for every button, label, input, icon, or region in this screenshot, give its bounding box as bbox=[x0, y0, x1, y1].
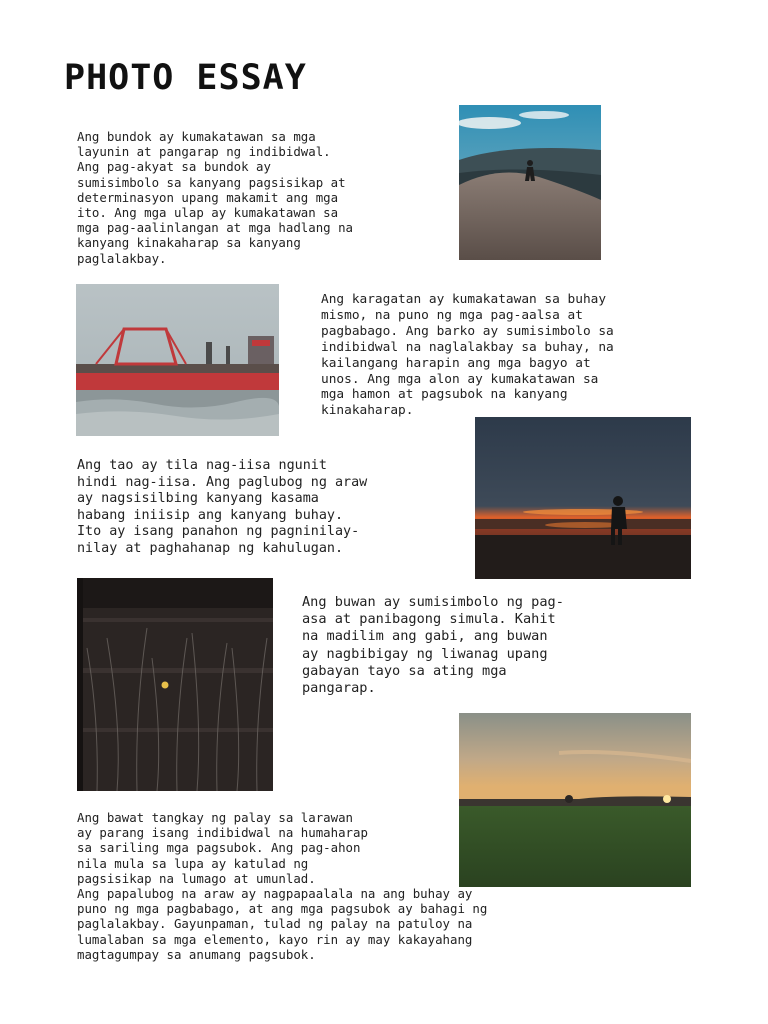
mountain-hiker-photo bbox=[459, 105, 601, 260]
sunset-paragraph: Ang tao ay tila nag-iisa ngunit hindi nag-iisa. Ang paglubog ng araw ay nagsisilbing kanyang kasama habang iniisip ang kanyang buhay. Ito ay isang panahon ng pagninilay- nilay at paghahanap ng kahulugan. bbox=[77, 458, 368, 556]
rice-field-sunset-photo bbox=[459, 713, 691, 887]
ocean-paragraph: Ang karagatan ay kumakatawan sa buhay mismo, na puno ng mga pag-aalsa at pagbabago. Ang barko ay sumisimbolo sa indibidwal na naglalakbay sa buhay, na kailangang harapin ang mga bagyo at unos. Ang mga alon ay kumakatawan sa mga hamon at pagsubok na kanyang kinakaharap. bbox=[321, 292, 614, 419]
mountain-paragraph: Ang bundok ay kumakatawan sa mga layunin at pangarap ng indibidwal. Ang pag-akyat sa bundok ay sumisimbolo sa kanyang pagsisikap at determinasyon upang makamit ang mga ito. Ang mga ulap ay kumakatawan sa mga pag-aalinlangan at mga hadlang na kanyang kinakaharap sa kanyang paglalakbay. bbox=[77, 129, 354, 266]
moon-paragraph: Ang buwan ay sumisimbolo ng pag- asa at panibagong simula. Kahit na madilim ang gabi, ang buwan ay nagbibigay ng liwanag upang gabayan tayo sa ating mga pangarap. bbox=[302, 594, 564, 697]
moon-night-photo bbox=[77, 578, 273, 791]
ricefield-paragraph: Ang bawat tangkay ng palay sa larawan ay parang isang indibidwal na humaharap sa sariling mga pagsubok. Ang pag-ahon nila mula sa lupa ay katulad ng pagsisikap na lumago at umunlad. Ang papalubog na araw ay nagpapaalala na ang buhay ay puno ng mga pagbabago, at ang mga pagsubok ay bahagi ng paglalakbay. Gayunpaman, tulad ng palay na patuloy na lumalaban sa mga elemento, kayo rin ay may kakayahang magtagumpay sa anumang pagsubok. bbox=[77, 810, 488, 962]
sunset-beach-photo bbox=[475, 417, 691, 579]
ship-at-sea-photo bbox=[76, 284, 279, 436]
page-title: PHOTO ESSAY bbox=[64, 58, 307, 98]
